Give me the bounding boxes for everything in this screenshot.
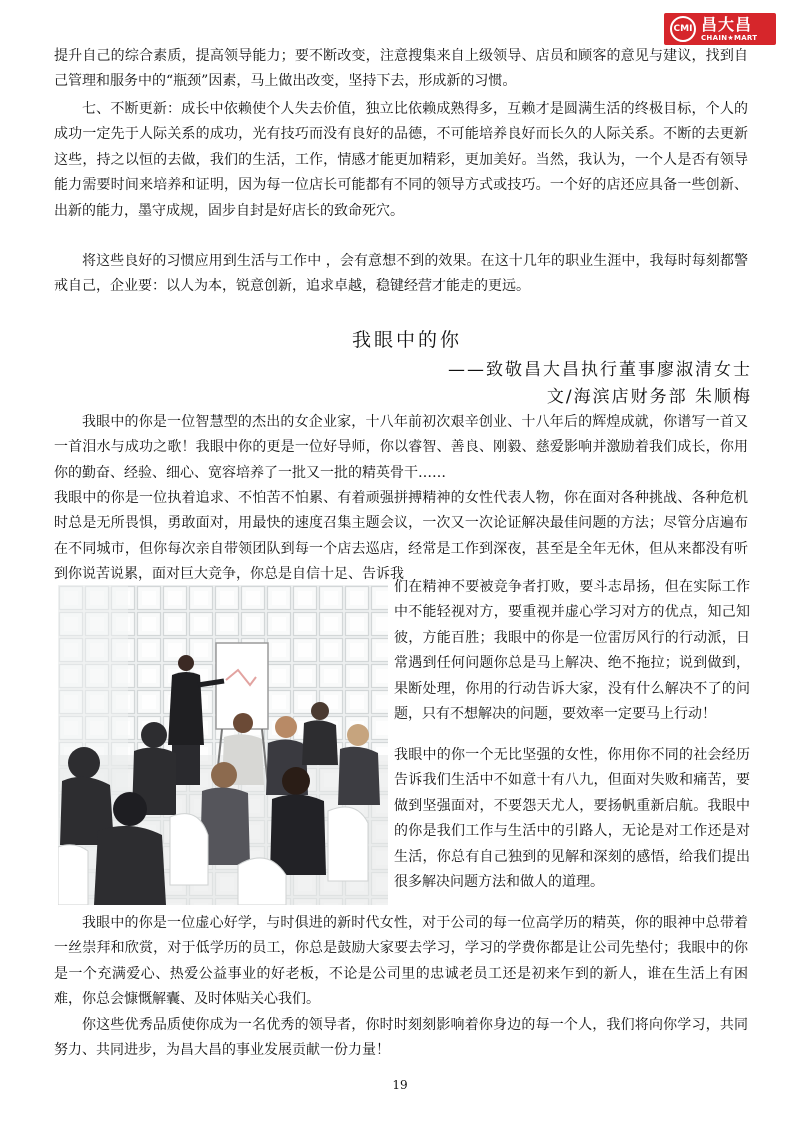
paragraph-self-improvement: 提升自己的综合素质，提高领导能力；要不断改变，注意搜集来自上级领导、店员和顾客的意见与建议，找到自己管理和服务中的“瓶颈”因素，马上做出改变，坚持下去，形成新的习惯。 <box>54 48 748 90</box>
article-subtitle: ——致敬昌大昌执行董事廖淑清女士 <box>448 360 752 380</box>
article-paragraph-2: 我眼中的你是一位执着追求、不怕苦不怕累、有着顽强拼搏精神的女性代表人物，你在面对各种挑战、各种危机时总是无所畏惧，勇敢面对，用最快的速度召集主题会议，一次又一次论证解决最佳问题的方法；尽管分店遍布在不同城市，但你每次亲自带领团队到每一个店去巡店，经常是工作到深夜，甚至是全年无休，但从来都没有听到你说苦说累，面对巨大竞争，你总是自信十足、告诉我 <box>54 490 748 583</box>
page-number: 19 <box>392 1078 408 1092</box>
paragraph-good-habits: 将这些良好的习惯应用到生活与工作中 ，会有意想不到的效果。在这十几年的职业生涯中，我每时每刻都警戒自己，企业要：以人为本，锐意创新，追求卓越，稳键经营才能走的更远。 <box>54 253 748 295</box>
article-paragraph-3: 我眼中的你一个无比坚强的女性，你用你不同的社会经历告诉我们生活中不如意十有八九，但面对失败和痛苦，要做到坚强面对，不要怨天尤人，要扬帆重新启航。我眼中的你是我们工作与生活中的引路人，无论是对工作还是对生活，你总有自己独到的见解和深刻的感悟，给我们提出很多解决问题方法和做人的道理。 <box>394 747 750 891</box>
meeting-photo <box>58 585 388 905</box>
article-paragraph-4: 我眼中的你是一位虚心好学，与时俱进的新时代女性，对于公司的每一位高学历的精英，你的眼神中总带着一丝崇拜和欣赏，对于低学历的员工，你总是鼓励大家要去学习，学习的学费你都是让公司先垫付；我眼中的你是一个充满爱心、热爱公益事业的好老板，不论是公司里的忠诚老员工还是初来乍到的新人，谁在生活上有困难，你总会慷慨解囊、及时体贴关心我们。 <box>54 915 748 1008</box>
article-byline: 文/海滨店财务部 朱顺梅 <box>546 387 752 407</box>
logo-english-name: CHAIN★MART <box>701 33 758 42</box>
chain-mart-logo <box>664 13 776 45</box>
logo-chinese-name: 昌大昌 <box>701 14 753 34</box>
article-paragraph-1: 我眼中的你是一位智慧型的杰出的女企业家，十八年前初次艰辛创业、十八年后的辉煌成就，你谱写一首又一首泪水与成功之歌！我眼中你的更是一位好导师，你以睿智、善良、刚毅、慈爱影响并激励着我们成长，你用你的勤奋、经验、细心、宽容培养了一批又一批的精英骨干…… <box>54 414 748 481</box>
paragraph-keep-renewing: 七、不断更新：成长中依赖使个人失去价值，独立比依赖成熟得多，互赖才是圆满生活的终极目标，个人的成功一定先于人际关系的成功，光有技巧而没有良好的品德，不可能培养良好而长久的人际关系。不断的去更新这些，持之以恒的去做，我们的生活，工作，情感才能更加精彩，更加美好。当然，我认为，一个人是否有领导能力需要时间来培养和证明，因为每一位店长可能都有不同的领导方式或技巧。一个好的店还应具备一些创新、出新的能力，墨守成规，固步自封是好店长的致命死穴。 <box>54 101 748 219</box>
article-paragraph-5: 你这些优秀品质使你成为一名优秀的领导者，你时时刻刻影响着你身边的每一个人，我们将向你学习，共同努力、共同进步，为昌大昌的事业发展贡献一份力量！ <box>54 1017 748 1059</box>
logo-mark-icon: CMI <box>670 16 696 42</box>
article-title: 我眼中的你 <box>352 329 463 351</box>
article-paragraph-2-continued: 们在精神不要被竞争者打败，要斗志昂扬，但在实际工作中不能轻视对方，要重视并虚心学习对方的优点，知己知彼，方能百胜；我眼中的你是一位雷厉风行的行动派，日常遇到任何问题你总是马上解决、绝不拖拉；说到做到，果断处理，你用的行动告诉大家，没有什么解决不了的问题，只有不想解决的问题，要效率一定要马上行动！ <box>394 579 750 723</box>
